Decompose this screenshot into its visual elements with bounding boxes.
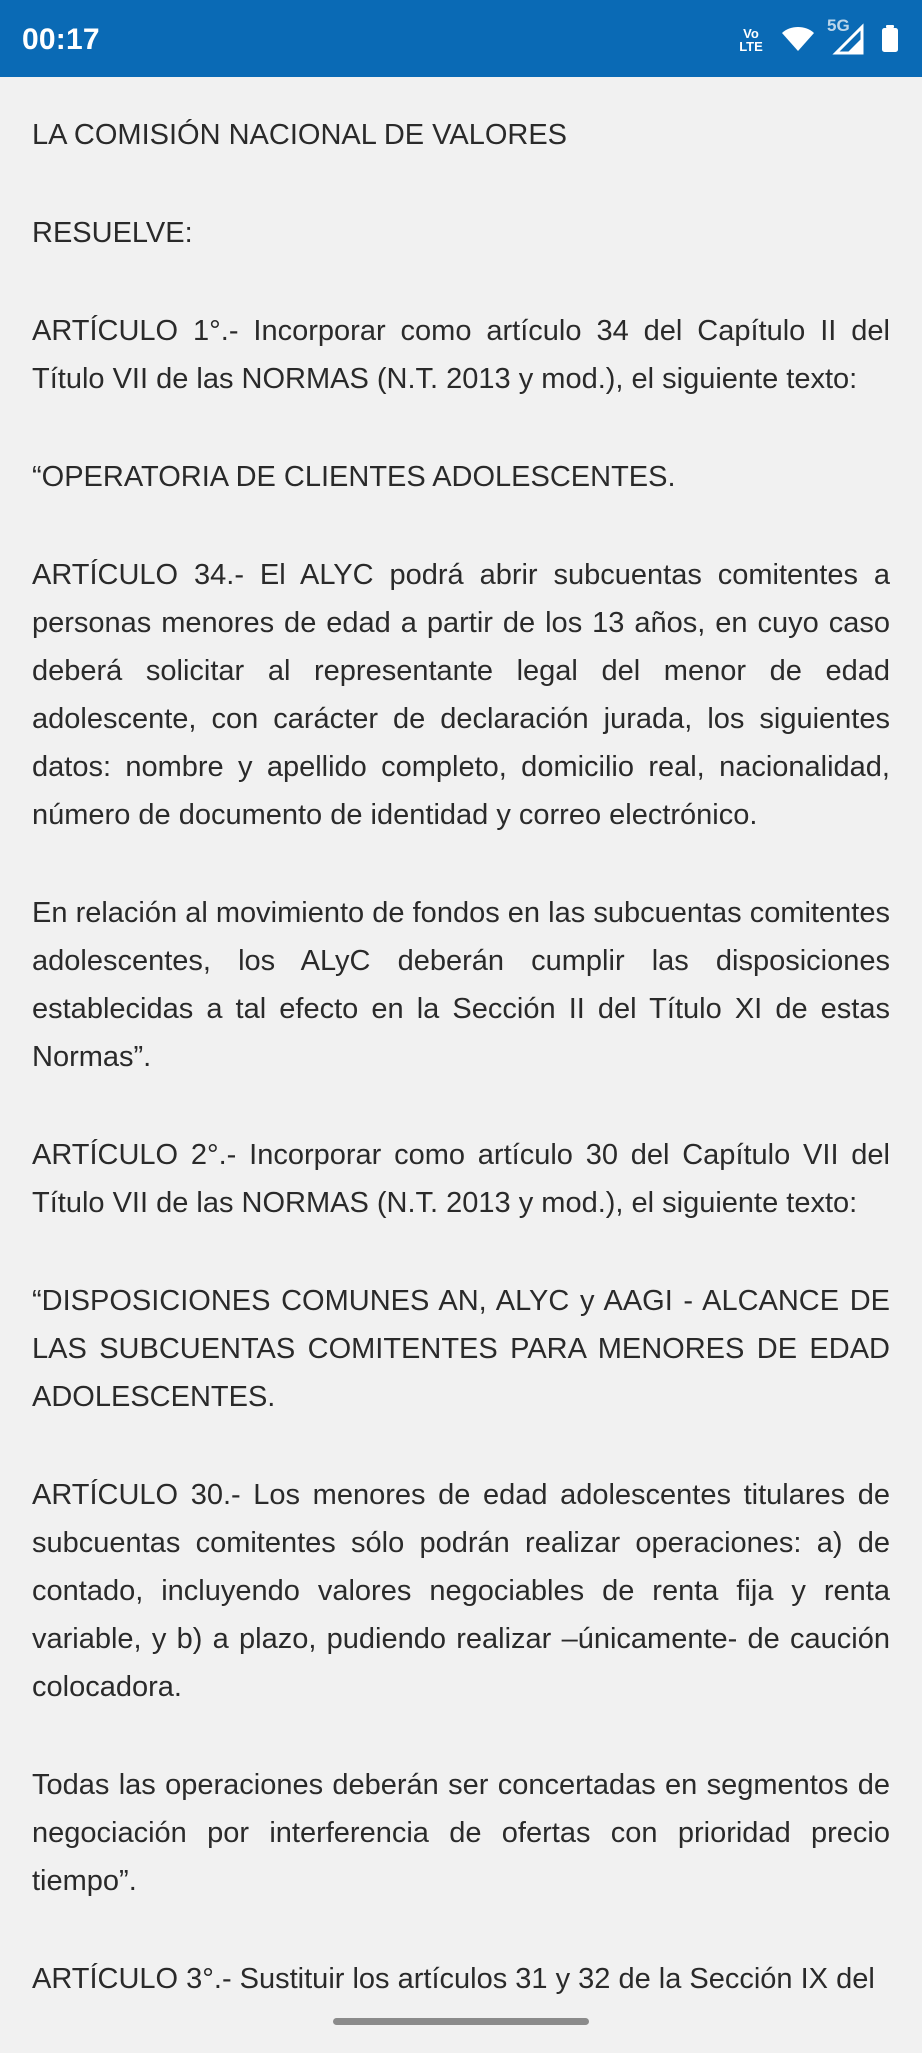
paragraph-article-30: ARTÍCULO 30.- Los menores de edad adolescentes titulares de subcuentas comitentes sólo podrán realizar operaciones: a) de contado, incluyendo valores negociables de renta fija y renta variable, y b) a plazo, pudiendo realizar –únicamente- de caución colocadora. [32,1479,890,1703]
paragraph-article-2: ARTÍCULO 2°.- Incorporar como artículo 30 del Capítulo VII del Título VII de las NORMAS (N.T. 2013 y mod.), el siguiente texto: [32,1139,890,1219]
document-content [32,77,890,2053]
paragraph-article-1: ARTÍCULO 1°.- Incorporar como artículo 34 del Capítulo II del Título VII de las NORMAS (N.T. 2013 y mod.), el siguiente texto: [32,315,890,395]
paragraph-article-3: ARTÍCULO 3°.- Sustituir los artículos 31 y 32 de la Sección IX del [32,1963,875,1995]
wifi-icon [780,25,816,53]
paragraph-operatoria-title: “OPERATORIA DE CLIENTES ADOLESCENTES. [32,461,676,493]
network-status [827,15,868,59]
network-label: 5G [827,15,850,35]
status-bar [0,0,922,77]
paragraph-resuelve: RESUELVE: [32,217,193,249]
paragraph-article-34: ARTÍCULO 34.- El ALYC podrá abrir subcuentas comitentes a personas menores de edad a partir de los 13 años, en cuyo caso deberá solicitar al representante legal del menor de edad adolescente, con carácter de declaración jurada, los siguientes datos: nombre y apellido completo, domicilio real, nacionalidad, número de documento de identidad y correo electrónico. [32,559,890,831]
navigation-handle[interactable] [333,2018,589,2025]
status-time: 00:17 [22,22,100,56]
battery-icon [880,24,900,54]
paragraph-disposiciones-title: “DISPOSICIONES COMUNES AN, ALYC y AAGI - ALCANCE DE LAS SUBCUENTAS COMITENTES PARA MENORES DE EDAD ADOLESCENTES. [32,1285,890,1413]
volte-label: Vo LTE [739,26,763,54]
paragraph-fondos: En relación al movimiento de fondos en las subcuentas comitentes adolescentes, los ALyC deberán cumplir las disposiciones establecidas a tal efecto en la Sección II del Título XI de estas Normas”. [32,897,890,1073]
volte-indicator [734,27,768,53]
paragraph-operaciones: Todas las operaciones deberán ser concertadas en segmentos de negociación por interferencia de ofertas con prioridad precio tiempo”. [32,1769,890,1897]
status-icons [734,15,900,59]
paragraph-title: LA COMISIÓN NACIONAL DE VALORES [32,119,568,151]
